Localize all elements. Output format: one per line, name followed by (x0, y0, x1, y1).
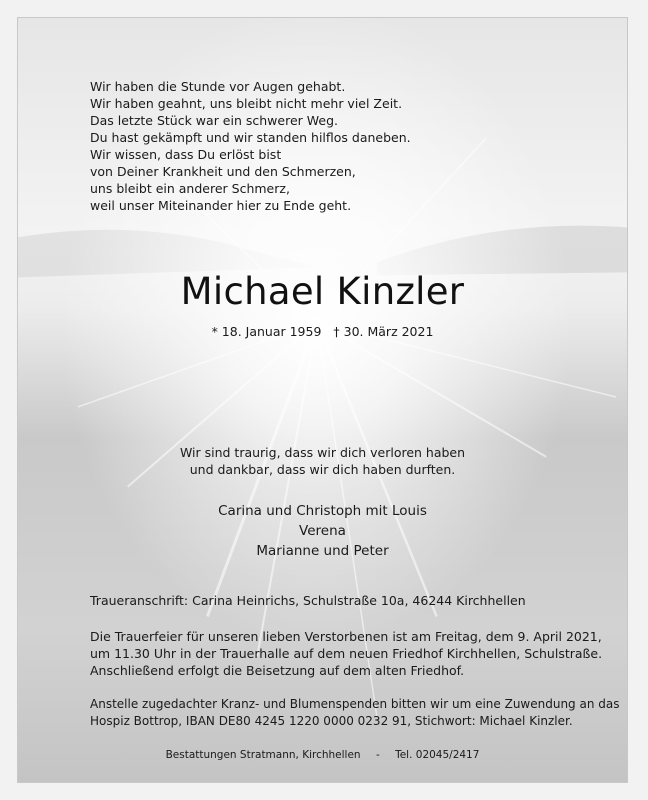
footer-separator: - (375, 749, 380, 761)
address-line: Traueranschrift: Carina Heinrichs, Schulstraße 10a, 46244 Kirchhellen (90, 593, 526, 608)
donation-line: Anstelle zugedachter Kranz- und Blumenspenden bitten wir um eine Zuwendung an das (90, 697, 620, 711)
ceremony-line: Die Trauerfeier für unseren lieben Verstorbenen ist am Freitag, dem 9. April 2021, (90, 629, 602, 644)
undertaker-phone: Tel. 02045/2417 (395, 749, 480, 761)
ceremony-line: Anschließend erfolgt die Beisetzung auf dem alten Friedhof. (90, 663, 465, 678)
mourner-entry: Carina und Christoph mit Louis (218, 503, 427, 519)
mourning-line: Wir sind traurig, dass wir dich verloren haben (179, 445, 466, 460)
poem-line: Das letzte Stück war ein schwerer Weg. (90, 113, 338, 128)
death-date: † 30. März 2021 (333, 324, 434, 339)
mourning-address (90, 592, 526, 609)
life-dates (18, 324, 627, 339)
mourner-entry: Marianne und Peter (256, 543, 389, 559)
obituary-card (17, 17, 628, 783)
mourner-entry: Verena (299, 523, 346, 539)
ceremony-line: um 11.30 Uhr in der Trauerhalle auf dem neuen Friedhof Kirchhellen, Schulstraße. (90, 646, 603, 661)
deceased-name: Michael Kinzler (180, 270, 465, 313)
donation-request (90, 696, 619, 730)
funeral-ceremony-info (90, 628, 602, 679)
poem-line: von Deiner Krankheit und den Schmerzen, (90, 164, 356, 179)
poem-line: Wir wissen, dass Du erlöst bist (90, 147, 282, 162)
poem-line: Du hast gekämpft und wir standen hilflos daneben. (90, 130, 411, 145)
mourning-text (18, 444, 627, 478)
donation-line: Hospiz Bottrop, IBAN DE80 4245 1220 0000 0232 91, Stichwort: Michael Kinzler. (90, 714, 573, 728)
poem-line: weil unser Miteinander hier zu Ende geht. (90, 198, 352, 213)
mourners (18, 501, 627, 561)
birth-date: * 18. Januar 1959 (211, 324, 322, 339)
poem (90, 78, 411, 214)
poem-line: Wir haben geahnt, uns bleibt nicht mehr viel Zeit. (90, 96, 403, 111)
mourning-line: und dankbar, dass wir dich haben durften. (189, 462, 456, 477)
undertaker: Bestattungen Stratmann, Kirchhellen (165, 749, 361, 761)
footer (18, 749, 627, 761)
poem-line: Wir haben die Stunde vor Augen gehabt. (90, 79, 346, 94)
poem-line: uns bleibt ein anderer Schmerz, (90, 181, 290, 196)
